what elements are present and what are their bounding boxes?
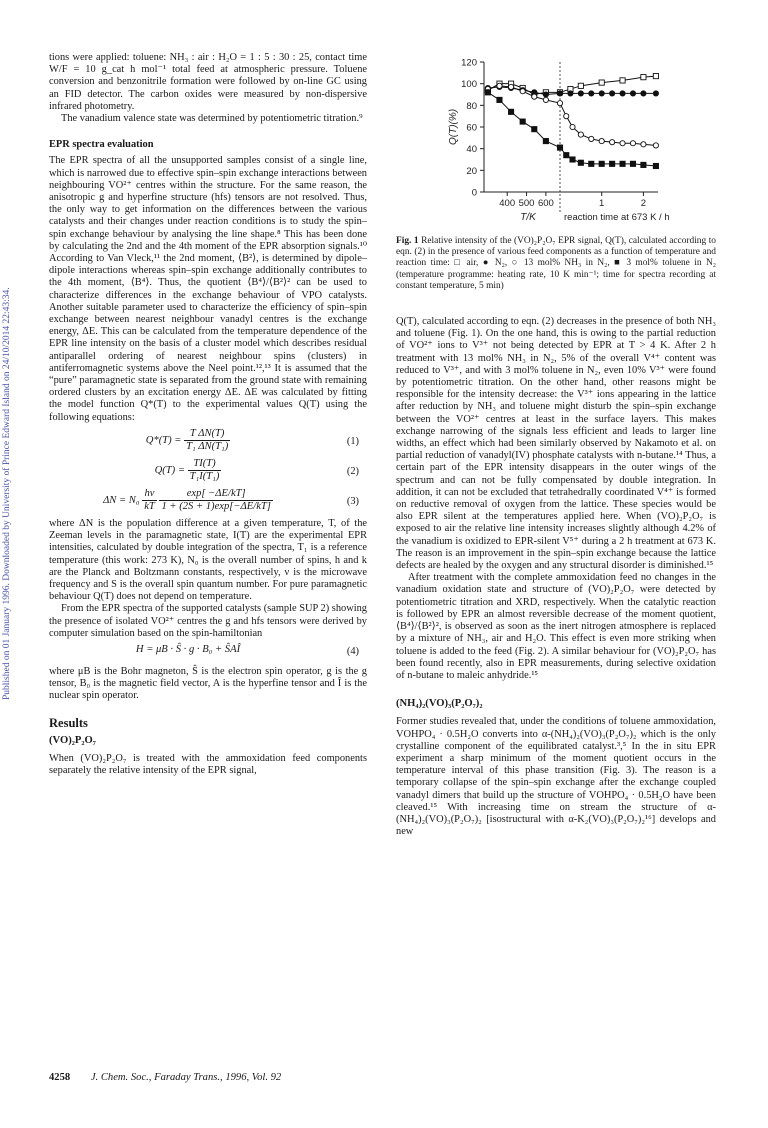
equation-2-lhs: Q(T) = xyxy=(154,465,185,477)
series-3-point-10 xyxy=(589,161,594,166)
equation-2-denominator: T₁I(T₁) xyxy=(189,471,220,483)
intro-paragraph: tions were applied: toluene: NH₃ : air : H₂O = 1 : 5 : 30 : 25, contact time W/F = 10 g_cat h mol⁻¹ total feed at atmospheric pressure. Toluene conversion and benzonitrile formation were followed by on-line GC using an FID detector. The carbon oxides were measured by non-dispersive infrared photometry. xyxy=(49,52,367,112)
series-3-point-5 xyxy=(543,138,548,143)
left-column xyxy=(49,52,367,777)
series-1-point-12 xyxy=(620,91,625,96)
download-watermark-text: Published on 01 January 1996. Downloaded by University of Prince Edward Island on 24/10/2014 22:43:34. xyxy=(2,287,12,700)
equation-1-numerator: T ΔN(T) xyxy=(184,428,230,441)
figure-1-chart xyxy=(396,52,716,230)
series-3-point-15 xyxy=(641,162,646,167)
series-2-point-3 xyxy=(520,89,525,94)
titration-paragraph: The vanadium valence state was determined by potentiometric titration.⁹ xyxy=(61,113,363,125)
equation-3-fraction-a xyxy=(142,488,157,513)
series-1-point-6 xyxy=(557,91,562,96)
x-tick-label-500: 500 xyxy=(518,198,535,209)
x-tick-label-600: 600 xyxy=(537,198,554,209)
where2-paragraph: where μB is the Bohr magneton, Ŝ is the electron spin operator, g is the g tensor, B₀ is the magnetic field vector, A is the hyperfine tensor and Î is the nuclear spin operator. xyxy=(49,665,367,702)
series-3-point-3 xyxy=(520,119,525,124)
y-tick-label-60: 60 xyxy=(466,122,477,134)
series-3-point-13 xyxy=(620,161,625,166)
equation-1-denominator: T₁ ΔN(T₁) xyxy=(186,441,229,453)
series-2-point-15 xyxy=(641,142,646,147)
series-2-point-14 xyxy=(630,141,635,146)
equation-3-denominator-a: kT xyxy=(144,501,155,513)
series-0-point-8 xyxy=(578,83,583,88)
figure-1-caption-label: Fig. 1 xyxy=(396,236,419,246)
y-tick-label-0: 0 xyxy=(471,187,477,199)
series-0-point-10 xyxy=(620,78,625,83)
series-1-point-9 xyxy=(589,91,594,96)
series-1-point-11 xyxy=(610,91,615,96)
equation-2 xyxy=(49,458,367,484)
x-tick-label-400: 400 xyxy=(499,198,516,209)
supported-paragraph: From the EPR spectra of the supported catalysts (sample SUP 2) showing the presence of isolated VO²⁺ centres the g and hfs tensors were derived by computer simulation based on the spin-hamiltonian xyxy=(49,603,367,639)
equation-3-fraction-b xyxy=(159,488,272,513)
x-axis-label-time: reaction time at 673 K / h xyxy=(564,212,670,223)
series-3-point-9 xyxy=(578,160,583,165)
download-watermark xyxy=(2,210,14,710)
series-1-point-10 xyxy=(599,91,604,96)
page-number: 4258 xyxy=(49,1072,71,1083)
series-2-point-13 xyxy=(620,141,625,146)
equation-4 xyxy=(49,644,367,662)
vo-subheading: (VO)₂P₂O₇ xyxy=(49,734,96,746)
series-2-point-12 xyxy=(610,140,615,145)
series-1-point-14 xyxy=(641,91,646,96)
equation-4-number: (4) xyxy=(346,645,359,657)
series-3-point-12 xyxy=(610,161,615,166)
epr-section-heading: EPR spectra evaluation xyxy=(49,139,154,151)
equation-3-number: (3) xyxy=(346,495,359,507)
series-3-point-6 xyxy=(557,145,562,150)
series-1-point-15 xyxy=(653,91,658,96)
equation-1-number: (1) xyxy=(346,435,359,447)
series-3-point-4 xyxy=(532,127,537,132)
equation-2-number: (2) xyxy=(346,465,359,477)
y-tick-label-80: 80 xyxy=(466,100,477,112)
equation-2-numerator: TI(T) xyxy=(188,458,222,471)
time-tick-label-2: 2 xyxy=(640,198,647,209)
equation-2-fraction xyxy=(188,458,222,483)
series-3-point-11 xyxy=(599,161,604,166)
x-axis-label-temperature: T/K xyxy=(520,212,536,223)
series-3-point-2 xyxy=(508,109,513,114)
y-axis-label: Q(T)(%) xyxy=(448,108,459,145)
equation-1-fraction xyxy=(184,428,230,453)
equation-3-lhs: ΔN = N₀ xyxy=(103,495,140,507)
series-2-point-4 xyxy=(532,94,537,99)
where-paragraph: where ΔN is the population difference at a given temperature, T, of the Zeeman levels in the paramagnetic state, I(T) are the experimental EPR intensities, calculated by double integration of the spectra, T₁ is a reference temperature (this work: 273 K), N₀ is the overall number of spins, h and k are the Planck and Boltzmann constants, respectively, ν is the microwave frequency and S is the overall spin quantum number. For pure paramagnetic behaviour Q(T) does not depend on temperature. xyxy=(49,517,367,603)
qt-paragraph: Q(T), calculated according to eqn. (2) decreases in the presence of both NH₃ and toluene (Fig. 1). On the one hand, this is owing to the partial reduction of VO²⁺ ions to V³⁺ not being detected by EPR at T > 4 K. After 2 h treatment with 13 mol% NH₃ in N₂, 5% of the overall V⁴⁺ content was reduced to V³⁺, and with 3 mol% toluene in N₂, even 10% V³⁺ were found by potentiometric titration. On the other hand, other reasons might be responsible for the intensity decrease: the V³⁺ ions appearing in the lattice after reduction by NH₃ and toluene might disturb the spin–spin exchange between the VO²⁺ centres at least in the surface layers. This makes exchange narrowing of the signals less efficient and leads to larger line widths, an effect which had been similarly observed by Nakamoto et al. on partial reduction of vanadyl(IV) phosphate catalysts with n-butane.¹⁴ Thus, a certain part of the EPR intensity disappears in the outer wings of the spectrum and can not be fully compensated by double integration. In addition, it can not be excluded that tetrahedrally coordinated V⁴⁺ is formed on reductive removal of oxygen from the lattice. These species would be also EPR silent at the temperatures applied here. When (VO)₂P₂O₇ is exposed to air the relative line intensity increases slightly although 4.2% of the vanadium is oxidized to EPR-silent V⁵⁺ during a 2 h treatment at 673 K. The reason is an improvement in the spin–spin exchange because the lattice defects are healed by the oxygen and any structural disorder is diminished.¹⁵ xyxy=(396,316,716,572)
series-2-point-5 xyxy=(543,97,548,102)
series-2-point-1 xyxy=(497,83,502,88)
y-tick-label-40: 40 xyxy=(466,144,477,156)
equation-3-numerator-a: hν xyxy=(142,488,157,501)
vo-paragraph: When (VO)₂P₂O₇ is treated with the ammoxidation feed components separately the relative intensity of the EPR signal, xyxy=(49,752,367,777)
figure-1 xyxy=(396,52,716,230)
series-3-point-0 xyxy=(485,90,490,95)
page-footer xyxy=(49,1072,281,1083)
series-2-point-11 xyxy=(599,138,604,143)
after-paragraph: After treatment with the complete ammoxidation feed no changes in the vanadium oxidation state and structure of (VO)₂P₂O₇ were detected by potentiometric titration and XRD, respectively. When the catalytic reaction is followed by EPR an almost reversible decrease of the moment quotient, ⟨B⁴⟩/⟨B²⟩², is observed as soon as the inert nitrogen atmosphere is replaced by a mixture of NH₃, air and H₂O. This effect is even more striking when toluene is added to the feed (Fig. 2). A similar behaviour for (VO)₂P₂O₇ has been found recently, also in EPR measurements, during selective oxidation of n-butane to maleic anhydride.¹⁵ xyxy=(396,572,716,681)
former-paragraph: Former studies revealed that, under the conditions of toluene ammoxidation, VOHPO₄ · 0.5H₂O converts into α-(NH₄)₂(VO)₃(P₂O₇)₂ which is the only crystalline component of the equilibrated catalyst.³,⁵ In the in situ EPR experiment a sharp minimum of the moment quotient occurs in the temperature interval of this phase transition (Fig. 3). The reason is a temporary collapse of the spin–spin exchange after the exchange coupled vanadyl dimers that build up the structure of VOHPO₄ · 0.5H₂O have been cleaved.¹⁵ With increasing time on stream the structure of α-(NH₄)₂(VO)₃(P₂O₇)₂ [isostructural with α-K₂(VO)₃(P₂O₇)₂¹⁶] develops and new xyxy=(396,716,716,838)
series-0-point-11 xyxy=(641,75,646,80)
series-2-point-16 xyxy=(653,143,658,148)
series-3-point-14 xyxy=(630,161,635,166)
y-tick-label-120: 120 xyxy=(461,57,477,69)
equation-1 xyxy=(49,428,367,454)
series-2-point-2 xyxy=(508,84,513,89)
series-2-point-8 xyxy=(570,124,575,129)
series-2-point-6 xyxy=(557,101,562,106)
series-3-point-7 xyxy=(564,153,569,158)
series-0-point-9 xyxy=(599,80,604,85)
series-2-point-7 xyxy=(564,114,569,119)
results-heading: Results xyxy=(49,715,88,730)
series-0-point-12 xyxy=(653,73,658,78)
series-1-point-7 xyxy=(568,91,573,96)
series-2-point-10 xyxy=(589,136,594,141)
series-2-point-9 xyxy=(578,132,583,137)
series-3-point-16 xyxy=(653,163,658,168)
time-tick-label-1: 1 xyxy=(599,198,605,209)
series-1-point-13 xyxy=(630,91,635,96)
equation-3 xyxy=(49,488,367,514)
series-1-point-5 xyxy=(543,92,548,97)
right-column xyxy=(396,52,716,838)
equation-3-denominator-b: 1 + (2S + 1)exp[−ΔE/kT] xyxy=(161,501,271,513)
figure-1-caption xyxy=(396,236,716,292)
equation-4-body: H = μB · Ŝ · g · B₀ + ŜAÎ xyxy=(135,643,241,655)
y-tick-label-100: 100 xyxy=(461,79,477,91)
journal-citation: J. Chem. Soc., Faraday Trans., 1996, Vol. 92 xyxy=(90,1072,282,1083)
epr-paragraph: The EPR spectra of all the unsupported samples consist of a single line, which is narrowed due to effective spin–spin exchange interactions between neighbouring VO²⁺ centres within the structure. For the same reason, the anisotropic g and hyperfine structure (hfs) tensors are not resolved. Thus, the only way to get information on the differences between the various catalysts and their changes under reaction conditions is to study the spin–spin exchange behaviour by analysing the line shape.⁸ This has been done by calculating the 2nd and the 4th moment of the EPR absorption signals.¹⁰ According to Van Vleck,¹¹ the 2nd moment, ⟨B²⟩, is determined by dipole–dipole interactions whereas spin–spin exchange additionally contributes to the 4th moment, ⟨B⁴⟩. Thus, the quotient ⟨B⁴⟩/⟨B²⟩² can be used to characterize differences in the exchange behaviour of VPO catalysts. Another suitable parameter used to characterize the efficiency of spin–spin exchange between nearest neighbour vanadyl centres is the exchange energy, ΔE. This can be calculated from the temperature dependence of the EPR line intensity on the basis of a cluster model which describes residual antiparallel ordering of nearest neighbour spins (clusters) in antiferromagnetic systems above the Neel point.¹²,¹³ It is assumed that the “pure” paramagnetic state is separated from the ground state with remaining ordered clusters by an excitation energy ΔE. ΔE was calculated by fitting the model function Q*(T) to the experimental values Q(T) using the following equations: xyxy=(49,155,367,423)
figure-1-caption-text: Relative intensity of the (VO)₂P₂O₇ EPR signal, Q(T), calculated according to eqn. (2) in the presence of various feed components as a function of temperature and reaction time: □ air, ● N₂, ○ 13 mol% NH₃ in N₂, ■ 3 mol% toluene in N₂ (temperature programme: heating rate, 10 K min⁻¹; time for spectra recording at constant temperature, 5 min) xyxy=(396,236,716,291)
series-3-point-1 xyxy=(497,97,502,102)
series-3-point-8 xyxy=(570,157,575,162)
nh4-subheading: (NH₄)₂(VO)₃(P₂O₇)₂ xyxy=(396,698,483,710)
equation-3-numerator-b: exp[ −ΔE/kT] xyxy=(159,488,272,501)
series-1-point-8 xyxy=(578,91,583,96)
y-tick-label-20: 20 xyxy=(466,165,477,177)
equation-1-lhs: Q*(T) = xyxy=(145,435,182,447)
